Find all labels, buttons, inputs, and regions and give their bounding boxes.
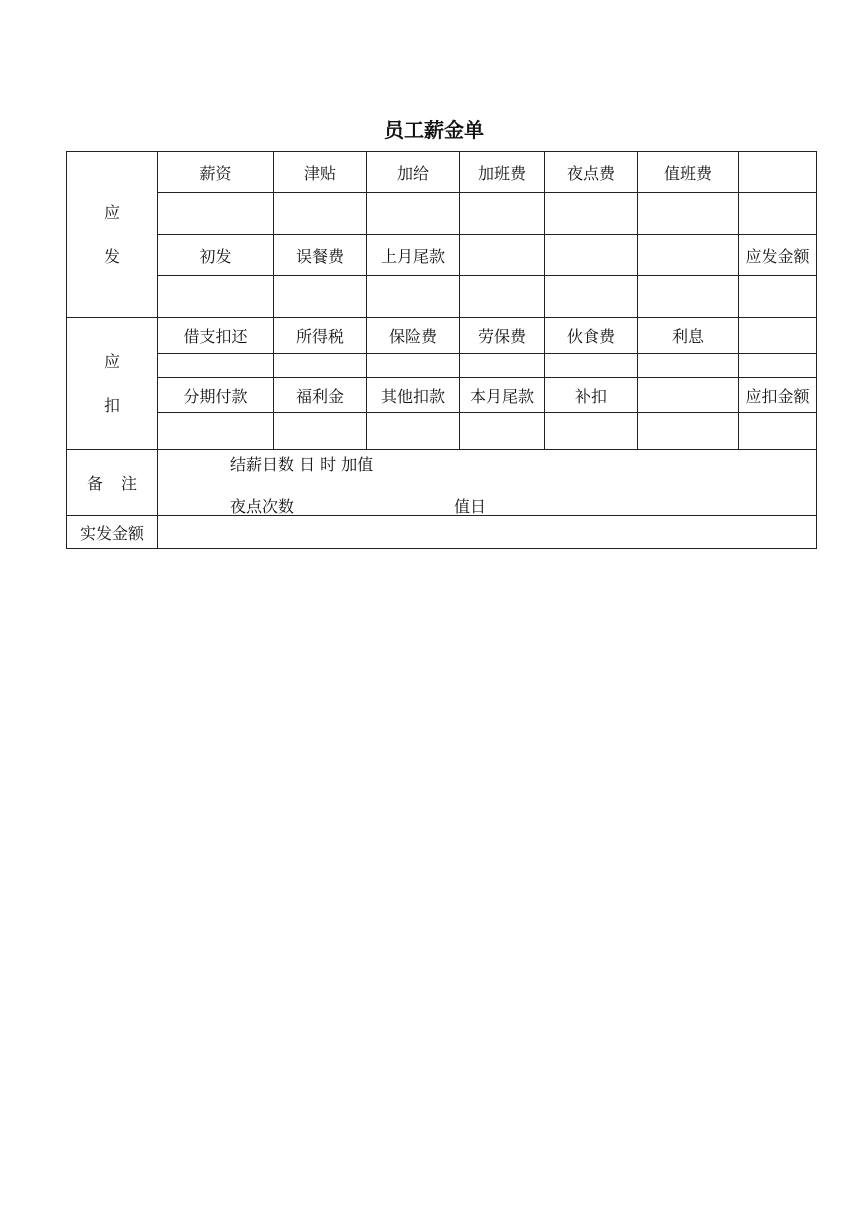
earnings-header-initial: 初发	[158, 235, 274, 276]
deductions-value-cell	[367, 354, 460, 378]
remarks-label: 备注	[67, 450, 158, 516]
earnings-value-cell	[545, 193, 638, 235]
earnings-value-cell	[545, 276, 638, 318]
deductions-value-cell	[274, 413, 367, 450]
deductions-value-cell	[460, 354, 545, 378]
deductions-header-welfare: 福利金	[274, 378, 367, 413]
deductions-header-meals: 伙食费	[545, 318, 638, 354]
earnings-header-night-snack: 夜点费	[545, 152, 638, 193]
earnings-value-cell	[638, 276, 739, 318]
deductions-value-cell	[545, 413, 638, 450]
earnings-header-total: 应发金额	[739, 235, 817, 276]
deductions-header-interest: 利息	[638, 318, 739, 354]
remarks-settlement-days: 结薪日数 日 时 加值	[230, 455, 374, 474]
deductions-value-row-1	[67, 354, 817, 378]
remarks-duty-day: 值日	[454, 497, 487, 516]
earnings-header-allowance: 津贴	[274, 152, 367, 193]
deductions-header-total: 应扣金额	[739, 378, 817, 413]
deductions-value-cell	[367, 413, 460, 450]
net-pay-label: 实发金额	[67, 516, 158, 549]
deductions-value-row-2	[67, 413, 817, 450]
earnings-header-overtime: 加班费	[460, 152, 545, 193]
earnings-header-bonus: 加给	[367, 152, 460, 193]
deductions-header-row-2	[67, 378, 817, 413]
remarks-content	[158, 450, 817, 516]
deductions-section-label	[67, 318, 158, 450]
earnings-header-row-2	[67, 235, 817, 276]
deductions-value-cell	[739, 354, 817, 378]
earnings-value-cell	[739, 276, 817, 318]
deductions-value-cell	[274, 354, 367, 378]
earnings-header-blank	[638, 235, 739, 276]
page-title: 员工薪金单	[384, 118, 484, 142]
deductions-header-income-tax: 所得税	[274, 318, 367, 354]
earnings-header-meal: 误餐费	[274, 235, 367, 276]
earnings-label-char-2: 发	[103, 246, 120, 266]
earnings-value-cell	[460, 193, 545, 235]
earnings-section-label	[67, 152, 158, 318]
deductions-header-supplementary: 补扣	[545, 378, 638, 413]
deductions-value-cell	[158, 354, 274, 378]
earnings-value-cell	[367, 276, 460, 318]
deductions-header-other: 其他扣款	[367, 378, 460, 413]
earnings-value-row-1	[67, 193, 817, 235]
net-pay-row	[67, 516, 817, 549]
earnings-value-cell	[274, 276, 367, 318]
net-pay-value	[158, 516, 817, 549]
earnings-header-duty-fee: 值班费	[638, 152, 739, 193]
earnings-value-cell	[460, 276, 545, 318]
earnings-header-salary: 薪资	[158, 152, 274, 193]
salary-slip-table	[66, 151, 817, 549]
deductions-header-labor-protection: 劳保费	[460, 318, 545, 354]
earnings-header-last-month-balance: 上月尾款	[367, 235, 460, 276]
deductions-value-cell	[739, 413, 817, 450]
deductions-label-char-2: 扣	[103, 395, 120, 415]
earnings-value-cell	[274, 193, 367, 235]
deductions-header-installment: 分期付款	[158, 378, 274, 413]
deductions-header-blank	[638, 378, 739, 413]
deductions-header-blank	[739, 318, 817, 354]
remarks-row	[67, 450, 817, 516]
earnings-header-blank	[545, 235, 638, 276]
deductions-label-char-1: 应	[103, 351, 120, 371]
deductions-header-advance-repay: 借支扣还	[158, 318, 274, 354]
deductions-value-cell	[638, 413, 739, 450]
earnings-value-row-2	[67, 276, 817, 318]
earnings-value-cell	[638, 193, 739, 235]
earnings-header-blank	[460, 235, 545, 276]
deductions-header-row	[67, 318, 817, 354]
earnings-value-cell	[367, 193, 460, 235]
earnings-value-cell	[739, 193, 817, 235]
earnings-value-cell	[158, 193, 274, 235]
deductions-header-this-month-balance: 本月尾款	[460, 378, 545, 413]
earnings-label-char-1: 应	[103, 202, 120, 222]
deductions-value-cell	[545, 354, 638, 378]
deductions-value-cell	[460, 413, 545, 450]
deductions-value-cell	[638, 354, 739, 378]
deductions-value-cell	[158, 413, 274, 450]
earnings-header-blank	[739, 152, 817, 193]
deductions-header-insurance: 保险费	[367, 318, 460, 354]
earnings-value-cell	[158, 276, 274, 318]
remarks-night-count: 夜点次数	[230, 497, 295, 516]
earnings-header-row	[67, 152, 817, 193]
